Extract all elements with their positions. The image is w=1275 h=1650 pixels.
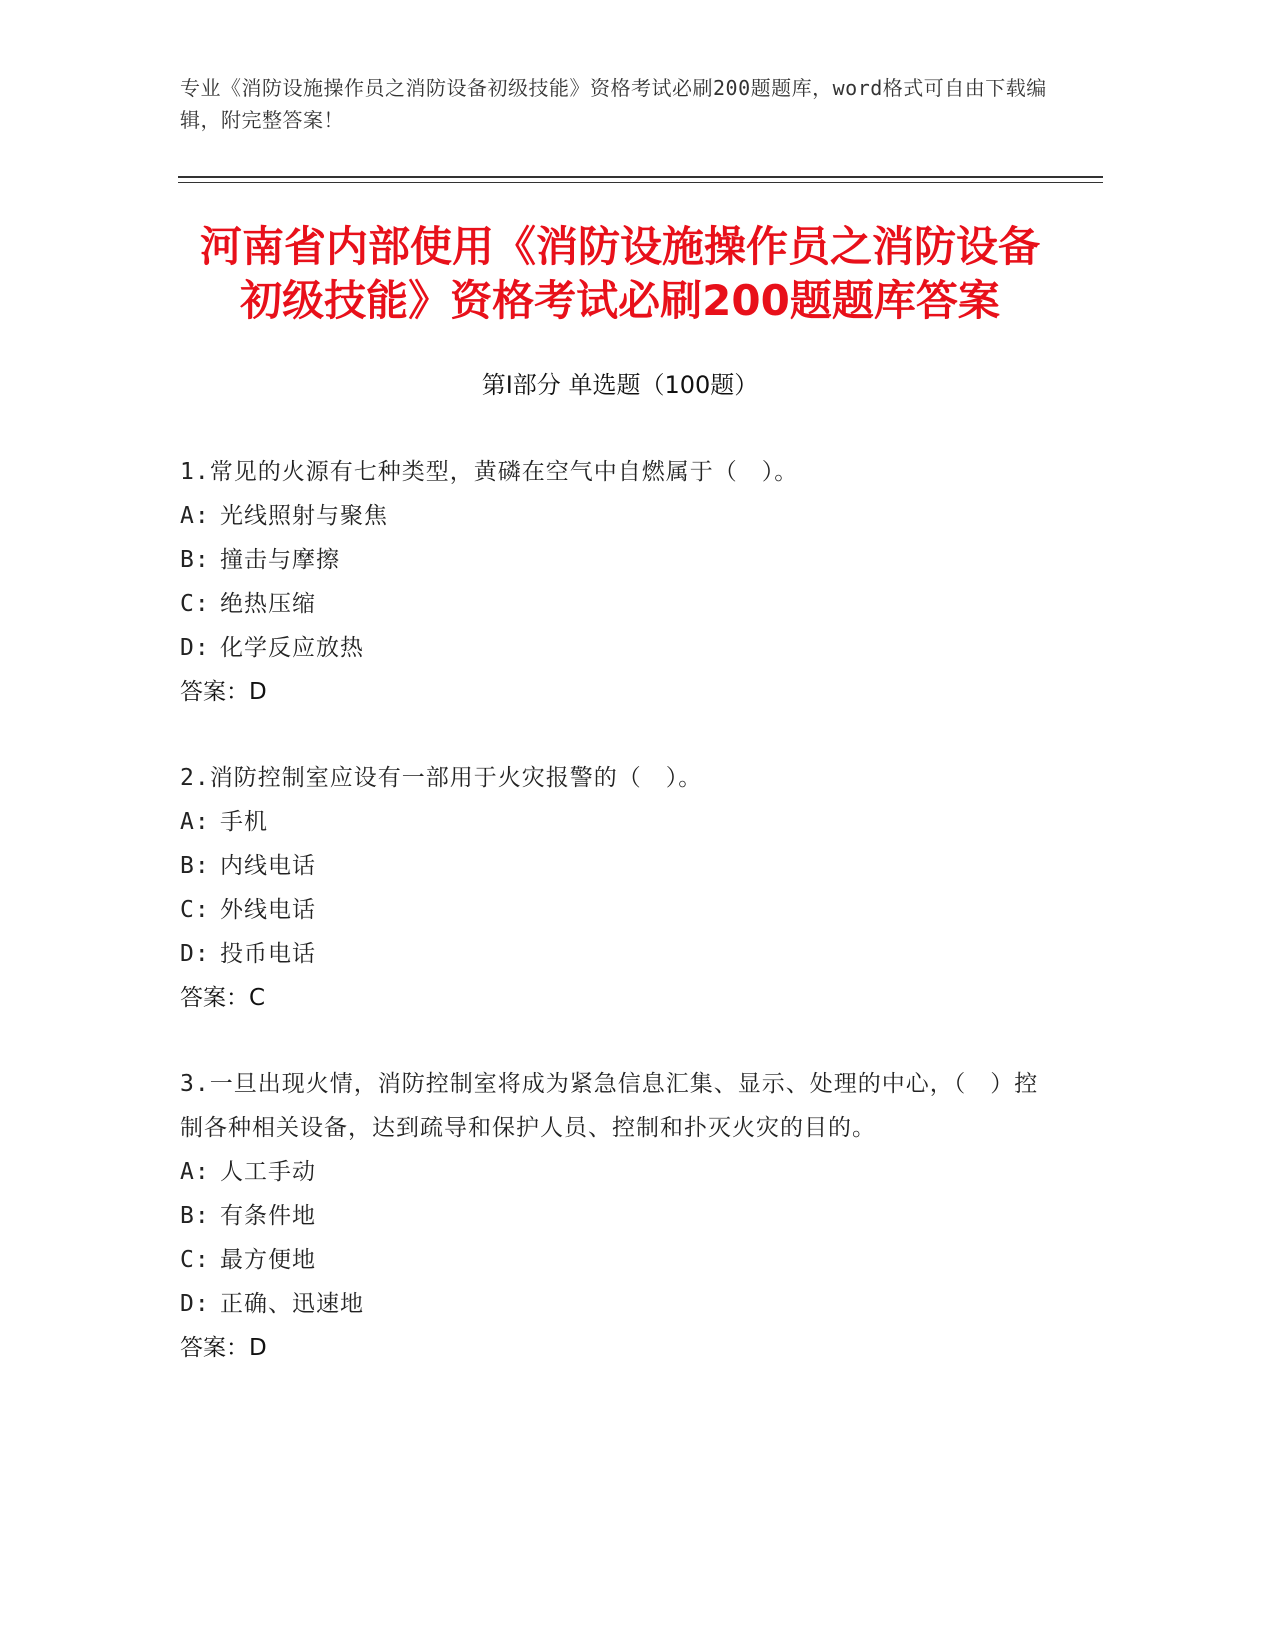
option-letter: B:: [180, 547, 210, 573]
option-letter: C:: [180, 1247, 210, 1273]
question-list: [180, 450, 1040, 1412]
option-text: 外线电话: [220, 897, 316, 923]
option-b: [180, 844, 1040, 888]
option-a: [180, 1150, 1040, 1194]
section-heading: 第Ⅰ部分 单选题（100题）: [481, 371, 759, 399]
question-3: [180, 1062, 1040, 1370]
question-1: [180, 450, 1040, 714]
header-divider-thin: [178, 182, 1103, 183]
option-letter: B:: [180, 853, 210, 879]
header-divider-thick: [178, 176, 1103, 178]
answer-line: 答案：D: [180, 1335, 267, 1361]
option-letter: D:: [180, 635, 210, 661]
option-letter: B:: [180, 1203, 210, 1229]
option-a: [180, 800, 1040, 844]
question-2: [180, 756, 1040, 1020]
option-letter: D:: [180, 1291, 210, 1317]
document-title: 河南省内部使用《消防设施操作员之消防设备初级技能》资格考试必刷200题题库答案: [199, 222, 1040, 325]
option-text: 有条件地: [220, 1203, 316, 1229]
option-b: [180, 538, 1040, 582]
option-letter: A:: [180, 1159, 210, 1185]
option-letter: C:: [180, 591, 210, 617]
option-d: [180, 932, 1040, 976]
option-text: 绝热压缩: [220, 591, 316, 617]
option-d: [180, 626, 1040, 670]
option-b: [180, 1194, 1040, 1238]
answer-line: 答案：C: [180, 985, 266, 1011]
option-text: 光线照射与聚焦: [220, 503, 388, 529]
option-text: 手机: [220, 809, 268, 835]
option-text: 最方便地: [220, 1247, 316, 1273]
question-stem: 1.常见的火源有七种类型，黄磷在空气中自燃属于（ ）。: [180, 459, 799, 485]
question-stem: 3.一旦出现火情，消防控制室将成为紧急信息汇集、显示、处理的中心，（ ）控制各种相关设备，达到疏导和保护人员、控制和扑灭火灾的目的。: [180, 1071, 1039, 1141]
option-letter: D:: [180, 941, 210, 967]
option-text: 人工手动: [220, 1159, 316, 1185]
option-text: 投币电话: [220, 941, 316, 967]
option-c: [180, 1238, 1040, 1282]
header-note: 专业《消防设施操作员之消防设备初级技能》资格考试必刷200题题库，word格式可自由下载编辑，附完整答案！: [180, 76, 1047, 132]
question-stem: 2.消防控制室应设有一部用于火灾报警的（ ）。: [180, 765, 703, 791]
option-text: 化学反应放热: [220, 635, 364, 661]
option-a: [180, 494, 1040, 538]
option-c: [180, 582, 1040, 626]
option-text: 内线电话: [220, 853, 316, 879]
option-text: 正确、迅速地: [220, 1291, 364, 1317]
option-text: 撞击与摩擦: [220, 547, 340, 573]
option-d: [180, 1282, 1040, 1326]
answer-line: 答案：D: [180, 679, 267, 705]
option-letter: C:: [180, 897, 210, 923]
option-letter: A:: [180, 503, 210, 529]
option-c: [180, 888, 1040, 932]
option-letter: A:: [180, 809, 210, 835]
